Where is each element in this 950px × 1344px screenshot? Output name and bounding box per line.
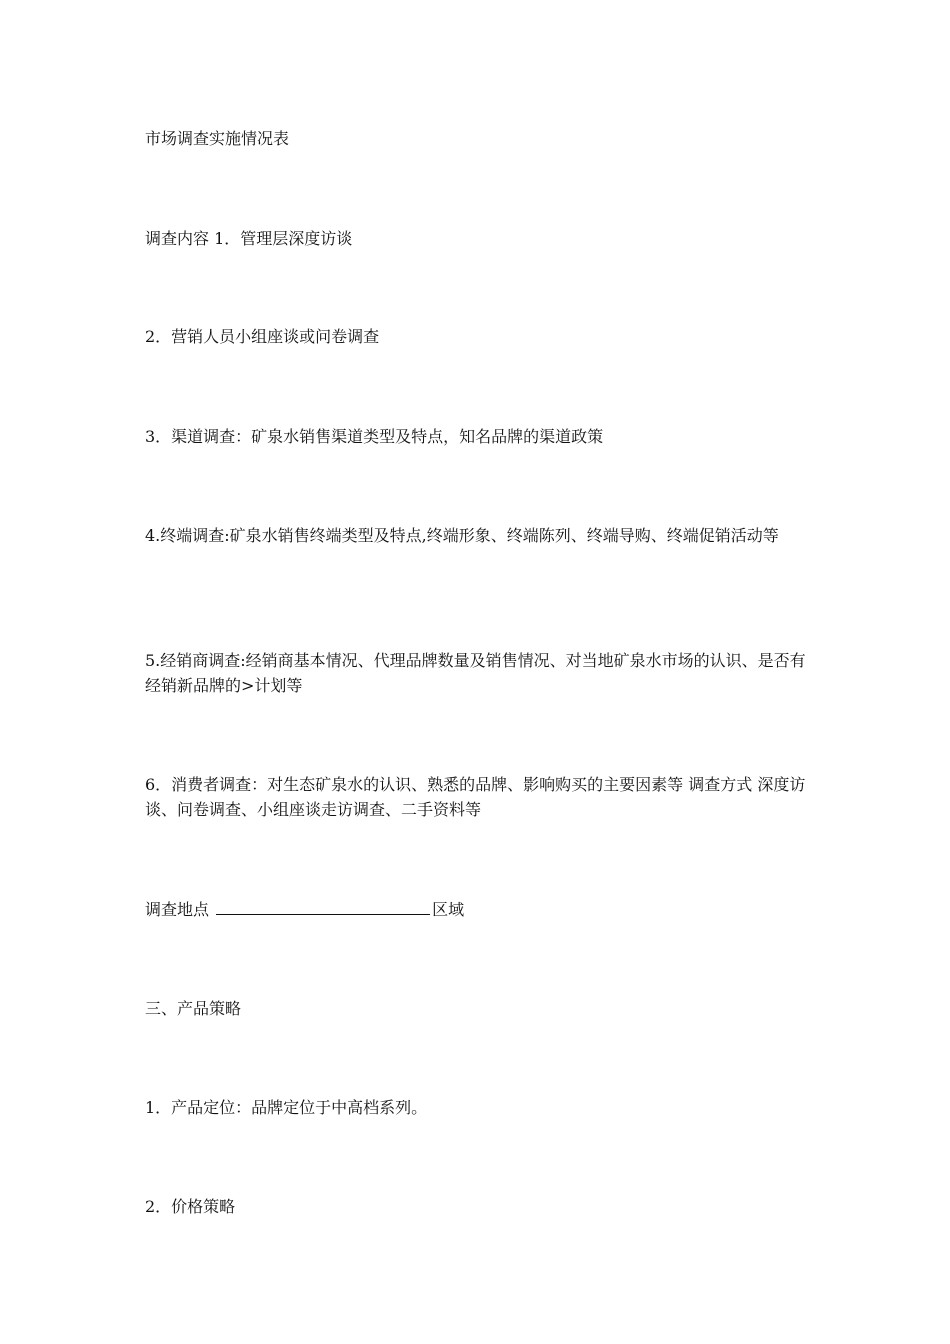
- paragraph-price-strategy: 2．价格策略: [145, 1197, 236, 1216]
- paragraph-sales-staff: 2．营销人员小组座谈或问卷调查: [145, 327, 380, 346]
- survey-location-line: [145, 897, 815, 922]
- paragraph-survey-content: 调查内容 1．管理层深度访谈: [145, 229, 353, 248]
- paragraph-terminal-survey: 4.终端调查:矿泉水销售终端类型及特点,终端形象、终端陈列、终端导购、终端促销活动等: [145, 526, 779, 545]
- location-blank-line: [216, 900, 430, 915]
- location-suffix: 区域: [432, 900, 465, 919]
- paragraph-consumer-survey: 6．消费者调查：对生态矿泉水的认识、熟悉的品牌、影响购买的主要因素等 调查方式 深度访谈、问卷调查、小组座谈走访调查、二手资料等: [145, 775, 806, 819]
- paragraph-product-positioning: 1．产品定位：品牌定位于中高档系列。: [145, 1098, 428, 1117]
- paragraph-channel-survey: 3．渠道调查：矿泉水销售渠道类型及特点，知名品牌的渠道政策: [145, 427, 604, 446]
- location-label: 调查地点: [145, 900, 210, 919]
- paragraph-dealer-survey: 5.经销商调查:经销商基本情况、代理品牌数量及销售情况、对当地矿泉水市场的认识、是否有经销新品牌的>计划等: [145, 651, 806, 695]
- section-heading-product-strategy: 三、产品策略: [145, 999, 242, 1018]
- document-title: 市场调查实施情况表: [145, 129, 290, 148]
